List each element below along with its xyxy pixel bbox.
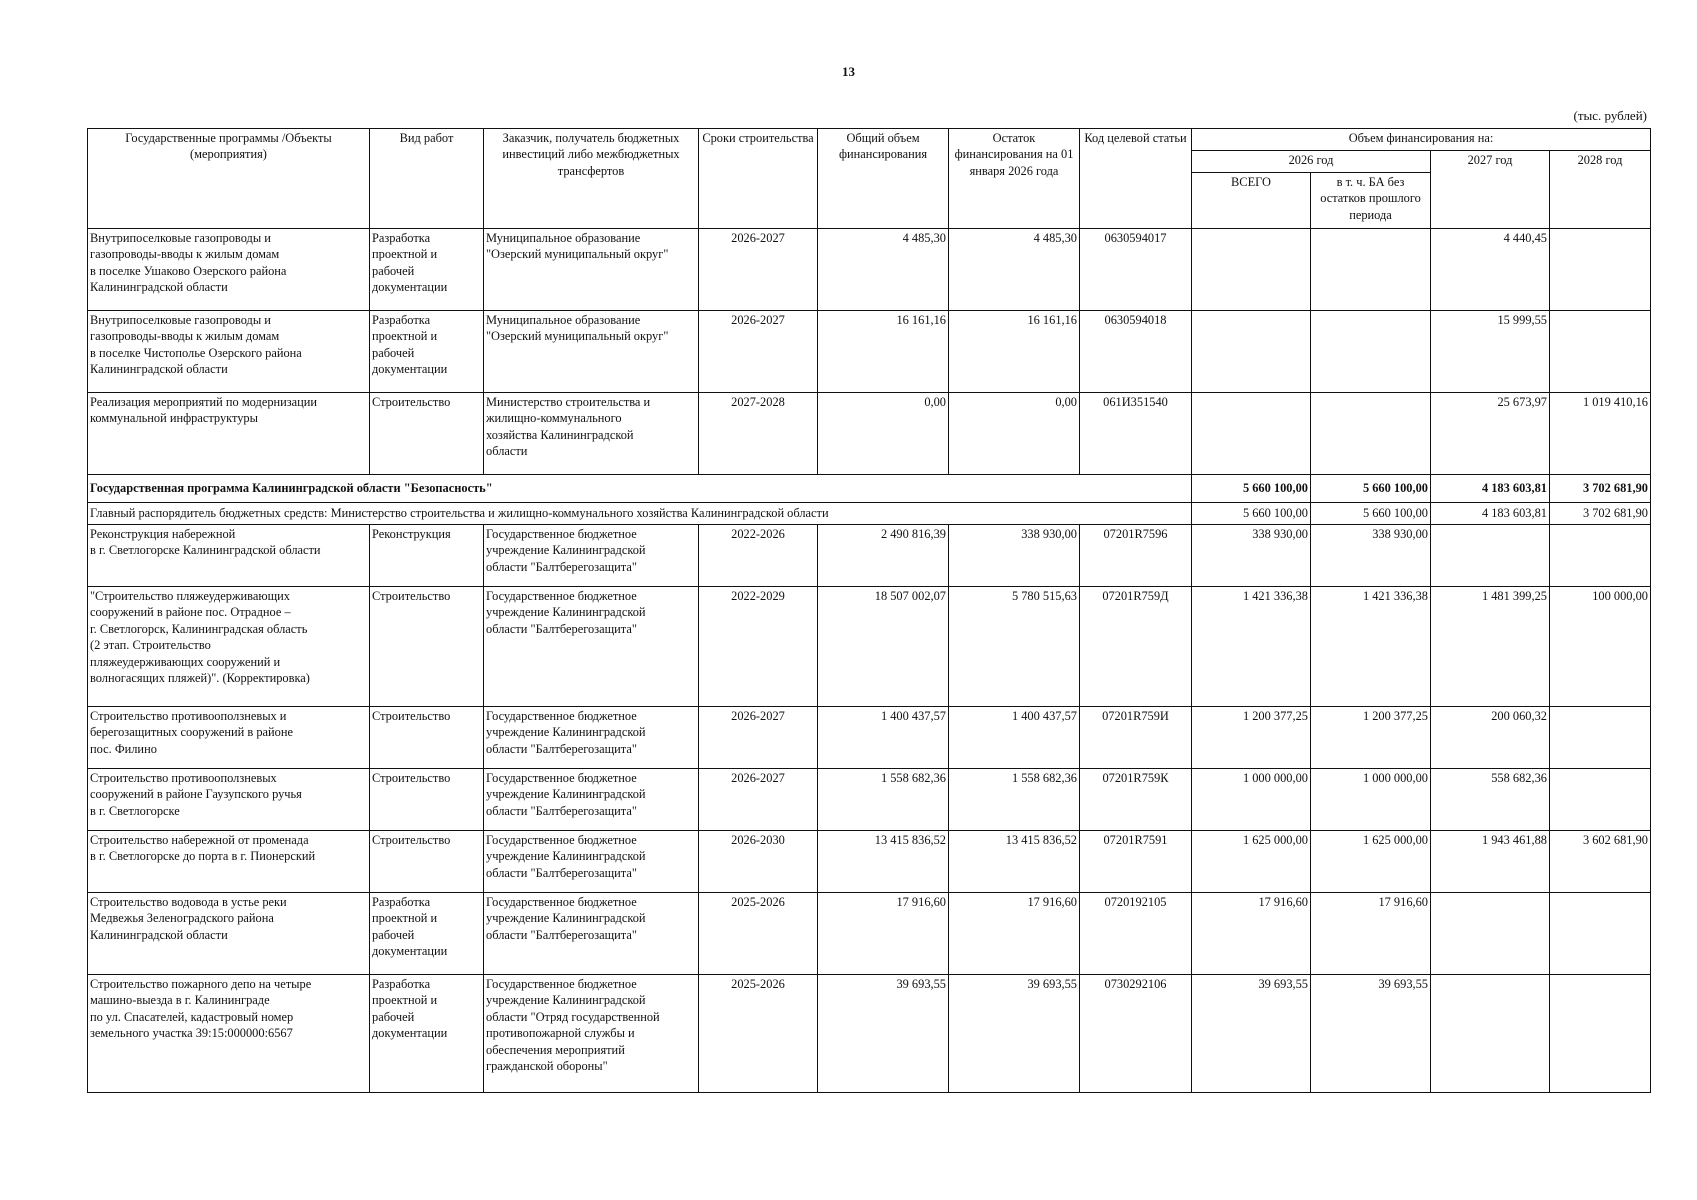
- cell-remainder: 1 558 682,36: [949, 769, 1080, 831]
- cell-remainder: 5 780 515,63: [949, 587, 1080, 707]
- cell-customer: Государственное бюджетное учреждение Калининградской области "Балтберегозащита": [484, 587, 699, 707]
- cell-work-type: Разработка проектной и рабочей документации: [370, 229, 484, 311]
- cell-work-type: Разработка проектной и рабочей документации: [370, 893, 484, 975]
- cell-customer: Государственное бюджетное учреждение Калининградской области "Балтберегозащита": [484, 893, 699, 975]
- cell-y2026-total: [1192, 229, 1311, 311]
- cell-total-financing: 16 161,16: [818, 311, 949, 393]
- cell-total-financing: 13 415 836,52: [818, 831, 949, 893]
- page-number: 13: [842, 64, 855, 79]
- cell-y2028: [1550, 229, 1651, 311]
- cell-y2028: [1550, 769, 1651, 831]
- cell-y2027: 15 999,55: [1431, 311, 1550, 393]
- cell-object-name: Строительство водовода в устье реки Медвежья Зеленоградского района Калининградской области: [88, 893, 370, 975]
- header-2027: 2027 год: [1431, 151, 1550, 229]
- cell-work-type: Строительство: [370, 393, 484, 475]
- cell-customer: Муниципальное образование "Озерский муниципальный округ": [484, 311, 699, 393]
- cell-term: 2026-2027: [699, 769, 818, 831]
- cell-y2027: [1431, 975, 1550, 1093]
- cell-y2026-total: 17 916,60: [1192, 893, 1311, 975]
- cell-object-name: Строительство противооползневых сооружений в районе Гаузупского ручья в г. Светлогорске: [88, 769, 370, 831]
- cell-remainder: 16 161,16: [949, 311, 1080, 393]
- table-row: [88, 587, 1651, 707]
- cell-y2026-ba: [1311, 393, 1431, 475]
- cell-customer: Государственное бюджетное учреждение Калининградской области "Балтберегозащита": [484, 525, 699, 587]
- cell-target-code: 0630594018: [1080, 311, 1192, 393]
- header-term: Сроки строительства: [699, 129, 818, 229]
- cell-term: 2026-2030: [699, 831, 818, 893]
- cell-y2028: 1 019 410,16: [1550, 393, 1651, 475]
- cell-total-financing: 4 485,30: [818, 229, 949, 311]
- table-row: [88, 975, 1651, 1093]
- cell-object-name: Реализация мероприятий по модернизации коммунальной инфраструктуры: [88, 393, 370, 475]
- cell-target-code: 061И351540: [1080, 393, 1192, 475]
- cell-customer: Государственное бюджетное учреждение Калининградской области "Балтберегозащита": [484, 707, 699, 769]
- distributor-2026-total: 5 660 100,00: [1192, 503, 1311, 525]
- cell-object-name: Строительство набережной от променада в г. Светлогорске до порта в г. Пионерский: [88, 831, 370, 893]
- table-row: [88, 893, 1651, 975]
- cell-total-financing: 1 558 682,36: [818, 769, 949, 831]
- cell-y2028: 100 000,00: [1550, 587, 1651, 707]
- cell-total-financing: 39 693,55: [818, 975, 949, 1093]
- cell-y2026-ba: 1 421 336,38: [1311, 587, 1431, 707]
- cell-y2028: 3 602 681,90: [1550, 831, 1651, 893]
- cell-work-type: Разработка проектной и рабочей документации: [370, 975, 484, 1093]
- cell-remainder: 4 485,30: [949, 229, 1080, 311]
- cell-y2027: 1 481 399,25: [1431, 587, 1550, 707]
- cell-work-type: Разработка проектной и рабочей документации: [370, 311, 484, 393]
- header-work-type: Вид работ: [370, 129, 484, 229]
- cell-y2027: 4 440,45: [1431, 229, 1550, 311]
- cell-object-name: Реконструкция набережной в г. Светлогорске Калининградской области: [88, 525, 370, 587]
- cell-remainder: 13 415 836,52: [949, 831, 1080, 893]
- program-2027: 4 183 603,81: [1431, 475, 1550, 503]
- cell-term: 2026-2027: [699, 311, 818, 393]
- cell-remainder: 0,00: [949, 393, 1080, 475]
- distributor-row: [88, 503, 1651, 525]
- cell-y2027: 200 060,32: [1431, 707, 1550, 769]
- cell-term: 2026-2027: [699, 229, 818, 311]
- cell-y2026-ba: 1 625 000,00: [1311, 831, 1431, 893]
- cell-object-name: Строительство противооползневых и берегозащитных сооружений в районе пос. Филино: [88, 707, 370, 769]
- header-remainder: Остаток финансирования на 01 января 2026 года: [949, 129, 1080, 229]
- header-total: Общий объем финансирования: [818, 129, 949, 229]
- cell-y2026-total: 338 930,00: [1192, 525, 1311, 587]
- cell-customer: Муниципальное образование "Озерский муниципальный округ": [484, 229, 699, 311]
- cell-y2028: [1550, 707, 1651, 769]
- cell-y2026-ba: [1311, 229, 1431, 311]
- cell-target-code: 0730292106: [1080, 975, 1192, 1093]
- table-row: [88, 311, 1651, 393]
- cell-work-type: Строительство: [370, 831, 484, 893]
- cell-target-code: 07201R7596: [1080, 525, 1192, 587]
- cell-customer: Государственное бюджетное учреждение Калининградской области "Балтберегозащита": [484, 769, 699, 831]
- cell-work-type: Строительство: [370, 707, 484, 769]
- distributor-2028: 3 702 681,90: [1550, 503, 1651, 525]
- cell-remainder: 1 400 437,57: [949, 707, 1080, 769]
- cell-remainder: 17 916,60: [949, 893, 1080, 975]
- cell-total-financing: 0,00: [818, 393, 949, 475]
- cell-y2027: 25 673,97: [1431, 393, 1550, 475]
- cell-target-code: 07201R759И: [1080, 707, 1192, 769]
- header-2026-total: ВСЕГО: [1192, 173, 1311, 229]
- table-row: [88, 707, 1651, 769]
- header-2026-ba: в т. ч. БА без остатков прошлого периода: [1311, 173, 1431, 229]
- distributor-2027: 4 183 603,81: [1431, 503, 1550, 525]
- distributor-name: Главный распорядитель бюджетных средств: Министерство строительства и жилищно-коммунального хозяйства Калининградской области: [88, 503, 1192, 525]
- cell-customer: Министерство строительства и жилищно-коммунального хозяйства Калининградской области: [484, 393, 699, 475]
- cell-y2028: [1550, 975, 1651, 1093]
- program-2028: 3 702 681,90: [1550, 475, 1651, 503]
- cell-y2026-total: 1 000 000,00: [1192, 769, 1311, 831]
- cell-y2027: 558 682,36: [1431, 769, 1550, 831]
- cell-customer: Государственное бюджетное учреждение Калининградской области "Отряд государственной противопожарной службы и обеспечения мероприятий гражданской обороны": [484, 975, 699, 1093]
- cell-term: 2022-2029: [699, 587, 818, 707]
- cell-y2027: 1 943 461,88: [1431, 831, 1550, 893]
- cell-target-code: 07201R759К: [1080, 769, 1192, 831]
- table-row: [88, 525, 1651, 587]
- cell-y2026-ba: 338 930,00: [1311, 525, 1431, 587]
- cell-object-name: Внутрипоселковые газопроводы и газопроводы-вводы к жилым домам в поселке Чистополье Озерского района Калининградской области: [88, 311, 370, 393]
- cell-total-financing: 1 400 437,57: [818, 707, 949, 769]
- cell-y2026-ba: 1 200 377,25: [1311, 707, 1431, 769]
- cell-target-code: 07201R7591: [1080, 831, 1192, 893]
- cell-target-code: 0720192105: [1080, 893, 1192, 975]
- cell-remainder: 39 693,55: [949, 975, 1080, 1093]
- cell-y2028: [1550, 525, 1651, 587]
- table-row: [88, 393, 1651, 475]
- cell-object-name: Строительство пожарного депо на четыре машино-выезда в г. Калининграде по ул. Спасателей, кадастровый номер земельного участка 39:15:000000:6567: [88, 975, 370, 1093]
- cell-target-code: 07201R759Д: [1080, 587, 1192, 707]
- cell-y2026-ba: [1311, 311, 1431, 393]
- table-row: [88, 229, 1651, 311]
- cell-y2026-total: 39 693,55: [1192, 975, 1311, 1093]
- header-financing: Объем финансирования на:: [1192, 129, 1651, 151]
- cell-y2026-ba: 17 916,60: [1311, 893, 1431, 975]
- cell-y2027: [1431, 525, 1550, 587]
- header-program: Государственные программы /Объекты (мероприятия): [88, 129, 370, 229]
- units-label: (тыс. рублей): [1573, 108, 1647, 123]
- cell-term: 2025-2026: [699, 893, 818, 975]
- cell-term: 2026-2027: [699, 707, 818, 769]
- cell-target-code: 0630594017: [1080, 229, 1192, 311]
- cell-y2026-total: 1 200 377,25: [1192, 707, 1311, 769]
- cell-work-type: Строительство: [370, 769, 484, 831]
- cell-y2028: [1550, 311, 1651, 393]
- cell-y2026-ba: 1 000 000,00: [1311, 769, 1431, 831]
- table-row: [88, 831, 1651, 893]
- program-2026-total: 5 660 100,00: [1192, 475, 1311, 503]
- cell-y2026-total: 1 421 336,38: [1192, 587, 1311, 707]
- cell-y2027: [1431, 893, 1550, 975]
- cell-object-name: Внутрипоселковые газопроводы и газопроводы-вводы к жилым домам в поселке Ушаково Озерского района Калининградской области: [88, 229, 370, 311]
- cell-customer: Государственное бюджетное учреждение Калининградской области "Балтберегозащита": [484, 831, 699, 893]
- cell-object-name: "Строительство пляжеудерживающих сооружений в районе пос. Отрадное – г. Светлогорск, Калининградская область (2 этап. Строительство пляжеудерживающих сооружений и волногасящих пляжей)". (Корректировка): [88, 587, 370, 707]
- cell-work-type: Строительство: [370, 587, 484, 707]
- header-2026: 2026 год: [1192, 151, 1431, 173]
- budget-table: [87, 128, 1651, 1093]
- table-row: [88, 769, 1651, 831]
- cell-term: 2022-2026: [699, 525, 818, 587]
- cell-remainder: 338 930,00: [949, 525, 1080, 587]
- program-name: Государственная программа Калининградской области "Безопасность": [88, 475, 1192, 503]
- cell-term: 2027-2028: [699, 393, 818, 475]
- cell-total-financing: 18 507 002,07: [818, 587, 949, 707]
- header-2028: 2028 год: [1550, 151, 1651, 229]
- distributor-2026-ba: 5 660 100,00: [1311, 503, 1431, 525]
- program-row: [88, 475, 1651, 503]
- cell-total-financing: 2 490 816,39: [818, 525, 949, 587]
- cell-y2026-total: [1192, 393, 1311, 475]
- cell-y2028: [1550, 893, 1651, 975]
- program-2026-ba: 5 660 100,00: [1311, 475, 1431, 503]
- header-code: Код целевой статьи: [1080, 129, 1192, 229]
- cell-y2026-total: [1192, 311, 1311, 393]
- cell-total-financing: 17 916,60: [818, 893, 949, 975]
- cell-term: 2025-2026: [699, 975, 818, 1093]
- cell-y2026-ba: 39 693,55: [1311, 975, 1431, 1093]
- cell-y2026-total: 1 625 000,00: [1192, 831, 1311, 893]
- cell-work-type: Реконструкция: [370, 525, 484, 587]
- header-customer: Заказчик, получатель бюджетных инвестиций либо межбюджетных трансфертов: [484, 129, 699, 229]
